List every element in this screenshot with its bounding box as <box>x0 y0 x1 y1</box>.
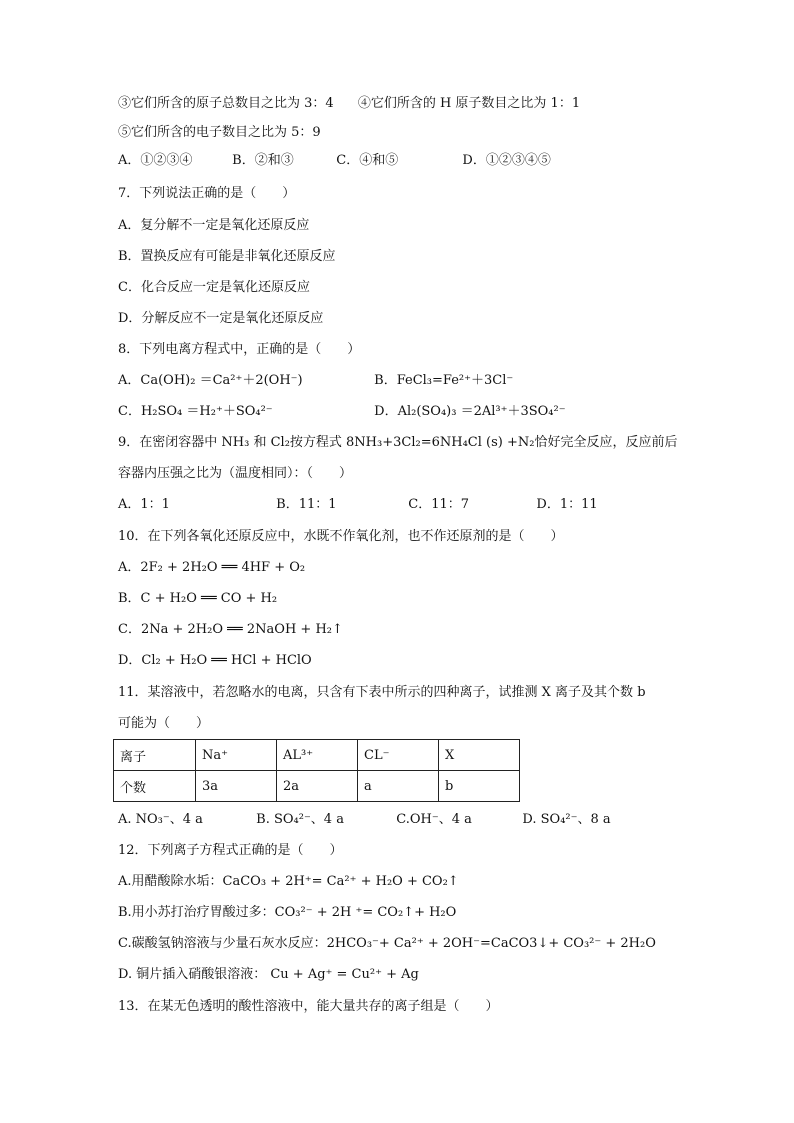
q11-choice-b: B. SO₄²⁻、4 a <box>256 812 344 827</box>
q9-choice-b: B．11：1 <box>276 497 337 512</box>
q9-choice-a: A．1：1 <box>118 497 170 512</box>
q11-choices <box>118 811 611 829</box>
table-cell: CL⁻ <box>358 740 439 771</box>
q8-choice-a: A．Ca(OH)₂ ＝Ca²⁺＋2(OH⁻) <box>118 373 303 388</box>
table-cell: 2a <box>277 771 358 802</box>
q10-choice-c: C．2Na + 2H₂O ══ 2NaOH + H₂↑ <box>118 622 343 637</box>
q6-choice-d: D．①②③④⑤ <box>462 153 551 168</box>
q7-choice-a: A．复分解不一定是氧化还原反应 <box>118 218 310 233</box>
table-cell: Na⁺ <box>196 740 277 771</box>
q8-row-2 <box>118 403 566 421</box>
q10-choice-a: A．2F₂ + 2H₂O ══ 4HF + O₂ <box>118 560 306 575</box>
q12-choice-a: A.用醋酸除水垢：CaCO₃ + 2H⁺= Ca²⁺ + H₂O + CO₂↑ <box>118 874 459 889</box>
q6-choice-c: C．④和⑤ <box>336 153 399 168</box>
q7-choice-b: B．置换反应有可能是非氧化还原反应 <box>118 249 336 264</box>
q11-stem-cont: 可能为（ ） <box>118 716 210 731</box>
q12-choice-d: D. 铜片插入硝酸银溶液： Cu + Ag⁺ = Cu²⁺ + Ag <box>118 967 419 982</box>
q6-item-5: ⑤它们所含的电子数目之比为 5：9 <box>118 125 321 140</box>
q8-choice-b: B．FeCl₃=Fe²⁺＋3Cl⁻ <box>374 373 514 388</box>
table-cell: AL³⁺ <box>277 740 358 771</box>
q6-item-3: ③它们所含的原子总数目之比为 3：4 <box>118 96 334 111</box>
q12-choice-b: B.用小苏打治疗胃酸过多：CO₃²⁻ + 2H ⁺= CO₂↑+ H₂O <box>118 905 457 920</box>
q7-stem: 7．下列说法正确的是（ ） <box>118 186 296 201</box>
q9-choices <box>118 496 598 514</box>
line-q6-options-3-4 <box>118 95 580 113</box>
q9-stem-cont: 容器内压强之比为（温度相同）：（ ） <box>118 466 353 481</box>
q11-choice-d: D. SO₄²⁻、8 a <box>522 812 611 827</box>
ion-table <box>113 739 520 802</box>
q10-choice-b: B．C + H₂O ══ CO + H₂ <box>118 591 278 606</box>
q8-choice-d: D．Al₂(SO₄)₃ ＝2Al³⁺＋3SO₄²⁻ <box>374 404 566 419</box>
q10-choice-d: D．Cl₂ + H₂O ══ HCl + HClO <box>118 653 312 668</box>
table-row <box>114 771 520 802</box>
q9-choice-c: C．11：7 <box>408 497 470 512</box>
q6-choice-b: B．②和③ <box>232 153 294 168</box>
q9-stem: 9．在密闭容器中 NH₃ 和 Cl₂按方程式 8NH₃+3Cl₂=6NH₄Cl (s) +N₂恰好完全反应，反应前后 <box>118 435 678 450</box>
q6-choice-a: A．①②③④ <box>118 153 193 168</box>
table-cell: 个数 <box>114 771 196 802</box>
table-cell: 离子 <box>114 740 196 771</box>
q12-stem: 12．下列离子方程式正确的是（ ） <box>118 843 343 858</box>
q7-choice-d: D．分解反应不一定是氧化还原反应 <box>118 311 324 326</box>
table-cell: 3a <box>196 771 277 802</box>
q9-choice-d: D．1：11 <box>536 497 598 512</box>
q8-row-1 <box>118 372 513 390</box>
q7-choice-c: C．化合反应一定是氧化还原反应 <box>118 280 310 295</box>
table-cell: b <box>439 771 520 802</box>
q6-item-4: ④它们所含的 H 原子数目之比为 1：1 <box>357 96 581 111</box>
table-cell: a <box>358 771 439 802</box>
q8-stem: 8．下列电离方程式中，正确的是（ ） <box>118 342 361 357</box>
table-row <box>114 740 520 771</box>
q12-choice-c: C.碳酸氢钠溶液与少量石灰水反应：2HCO₃⁻+ Ca²⁺ + 2OH⁻=CaCO3↓+ CO₃²⁻ + 2H₂O <box>118 936 656 951</box>
q11-choice-c: C.OH⁻、4 a <box>396 812 472 827</box>
q8-choice-c: C．H₂SO₄ ＝H₂⁺＋SO₄²⁻ <box>118 404 273 419</box>
q11-stem: 11．某溶液中，若忽略水的电离，只含有下表中所示的四种离子，试推测 X 离子及其个数 b <box>118 685 646 700</box>
q10-stem: 10．在下列各氧化还原反应中，水既不作氧化剂，也不作还原剂的是（ ） <box>118 529 564 544</box>
q11-choice-a: A. NO₃⁻、4 a <box>118 812 203 827</box>
q6-choices <box>118 152 551 170</box>
q13-stem: 13．在某无色透明的酸性溶液中，能大量共存的离子组是（ ） <box>118 999 499 1014</box>
table-cell: X <box>439 740 520 771</box>
